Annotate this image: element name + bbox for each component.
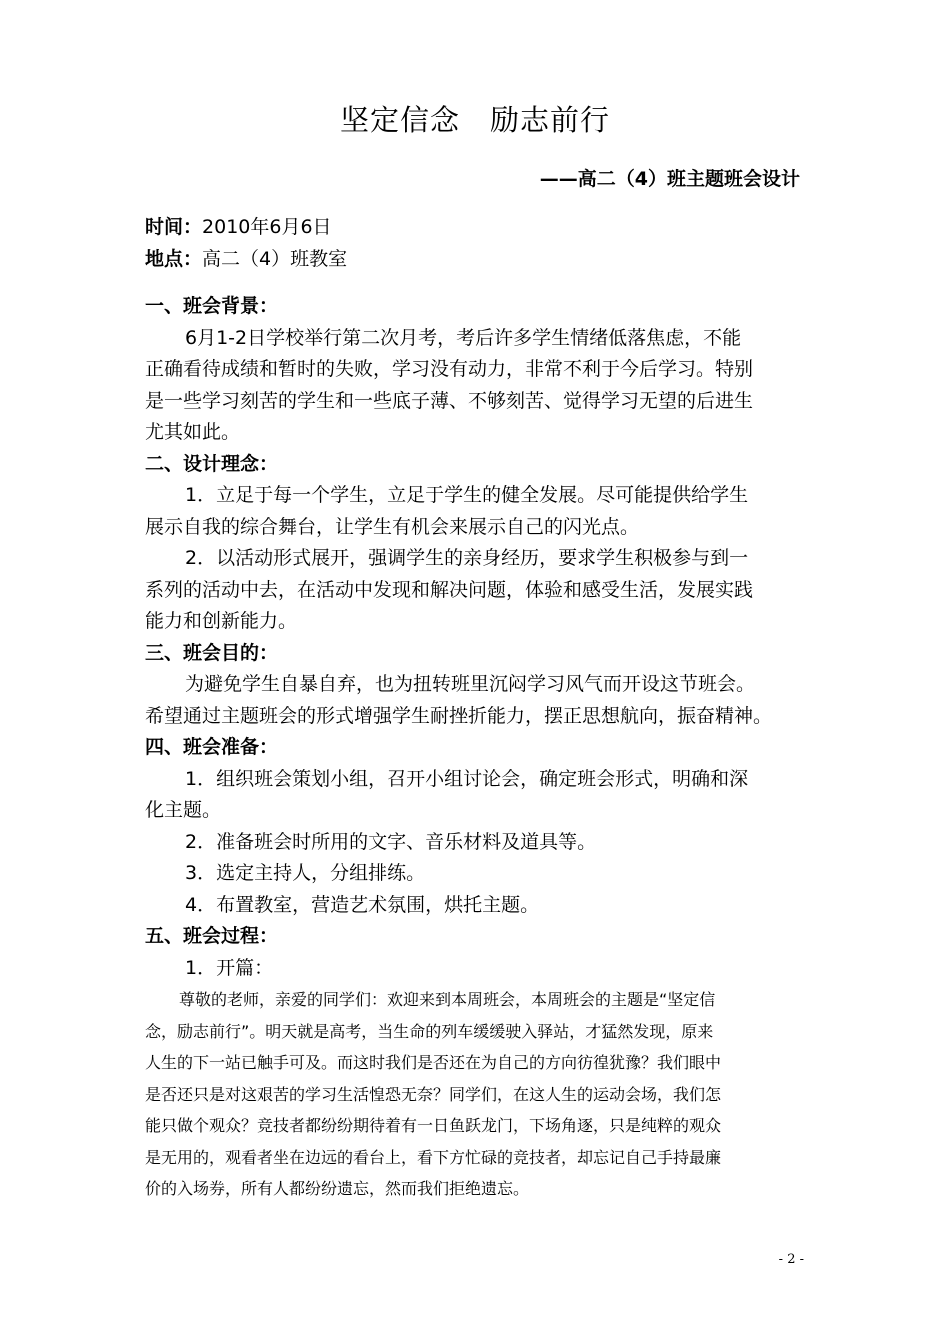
document-title: 坚定信念 励志前行	[339, 103, 610, 137]
speech-line: 是否还只是对这艰苦的学习生活惶恐无奈？同学们，在这人生的运动会场，我们怎	[145, 1084, 722, 1104]
paragraph-line: 化主题。	[145, 799, 222, 821]
paragraph-line: 正确看待成绩和暂时的失败，学习没有动力，非常不利于今后学习。特别	[145, 358, 754, 380]
document-subtitle: ——高二（4）班主题班会设计	[539, 168, 800, 190]
subsection-heading: 1．开篇：	[185, 956, 274, 979]
page-number: - 2 -	[778, 1252, 804, 1267]
section-heading: 四、班会准备：	[145, 736, 279, 758]
speech-line: 念，励志前行”。明天就是高考，当生命的列车缓缓驶入驿站，才猛然发现，原来	[145, 1021, 714, 1041]
speech-line: 价的入场券，所有人都纷纷遗忘，然而我们拒绝遗忘。	[145, 1179, 530, 1198]
paragraph-line: 3．选定主持人，分组排练。	[185, 862, 426, 884]
place-line	[145, 244, 807, 276]
document-body	[145, 212, 807, 1205]
section-heading: 一、班会背景：	[145, 295, 279, 317]
spacer	[145, 275, 807, 291]
speech-line: 尊敬的老师，亲爱的同学们：欢迎来到本周班会，本周班会的主题是“坚定信	[179, 990, 716, 1009]
section-heading: 五、班会过程：	[145, 925, 279, 947]
section-heading: 三、班会目的：	[145, 641, 279, 664]
paragraph-line: 2．以活动形式展开，强调学生的亲身经历，要求学生积极参与到一	[185, 547, 749, 569]
paragraph-line: 1．组织班会策划小组，召开小组讨论会，确定班会形式，明确和深	[185, 767, 749, 790]
section-heading: 二、设计理念：	[145, 452, 279, 475]
paragraph-line: 系列的活动中去，在活动中发现和解决问题，体验和感受生活，发展实践	[145, 578, 754, 601]
paragraph-line: 2．准备班会时所用的文字、音乐材料及道具等。	[185, 830, 597, 853]
time-value: 2010年6月6日	[202, 216, 332, 238]
place-label: 地点：	[145, 247, 203, 270]
speech-line: 人生的下一站已触手可及。而这时我们是否还在为自己的方向彷徨犹豫？我们眼中	[145, 1053, 722, 1072]
paragraph-line: 是一些学习刻苦的学生和一些底子薄、不够刻苦、觉得学习无望的后进生	[145, 389, 754, 412]
paragraph-line: 希望通过主题班会的形式增强学生耐挫折能力，摆正思想航向，振奋精神。	[145, 704, 773, 727]
paragraph-line: 为避免学生自暴自弃，也为扭转班里沉闷学习风气而开设这节班会。	[185, 673, 756, 695]
paragraph-line: 展示自我的综合舞台，让学生有机会来展示自己的闪光点。	[145, 515, 640, 538]
speech-line: 能只做个观众？竞技者都纷纷期待着有一日鱼跃龙门，下场角逐，只是纯粹的观众	[145, 1116, 722, 1135]
speech-line: 是无用的，观看者坐在边远的看台上，看下方忙碌的竞技者，却忘记自己手持最廉	[145, 1147, 722, 1167]
paragraph-line: 6月1-2日学校举行第二次月考，考后许多学生情绪低落焦虑，不能	[185, 326, 742, 349]
paragraph-line: 4．布置教室，营造艺术氛围，烘托主题。	[185, 893, 540, 916]
paragraph-line: 能力和创新能力。	[145, 610, 298, 632]
place-value: 高二（4）班教室	[202, 247, 348, 270]
time-line	[145, 212, 807, 244]
paragraph-line: 尤其如此。	[145, 421, 241, 443]
paragraph-line: 1．立足于每一个学生，立足于学生的健全发展。尽可能提供给学生	[185, 484, 749, 506]
time-label: 时间：	[145, 216, 203, 238]
